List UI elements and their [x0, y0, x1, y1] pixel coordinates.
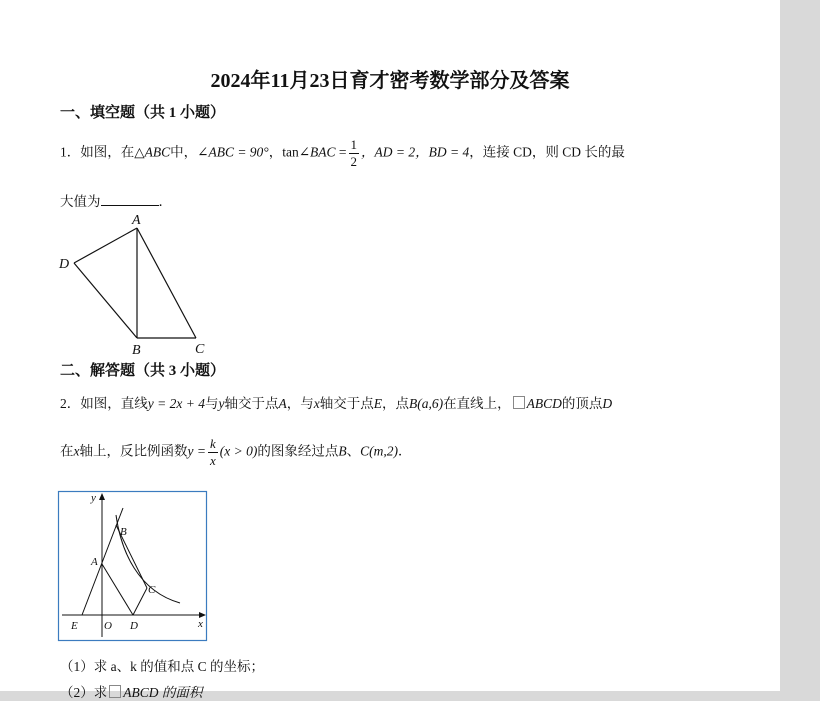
label-y: y — [91, 492, 96, 504]
q2-sub2 — [60, 681, 202, 701]
label-B: B — [132, 343, 141, 358]
q2-t7: 在直线上， — [443, 396, 511, 411]
section-fill-blank: 一、填空题（共 1 小题） — [60, 105, 226, 121]
q1-bac: BAC — [310, 144, 336, 160]
q1-frac-num: 1 — [350, 137, 358, 152]
q1-ad: ，AD = 2， — [361, 144, 429, 160]
q2-sub2-b: ABCD 的面积 — [123, 685, 203, 700]
q1-abc: ABC — [144, 144, 171, 160]
q1-text-a: 如图，在△ — [80, 144, 145, 160]
q2-fraction — [208, 436, 218, 469]
window-scroll-area[interactable] — [780, 0, 820, 691]
q2-A: A — [278, 396, 287, 411]
q2-D: D — [602, 396, 613, 411]
q2-l2x: x — [73, 443, 80, 459]
q2-t4: ，与 — [286, 396, 314, 411]
q1-fraction — [349, 137, 360, 170]
label-A: A — [132, 213, 141, 228]
q2-line-equation: y = 2x + 4 — [147, 396, 205, 411]
q1-line2-text: 大值为 — [60, 194, 101, 209]
q2-figure — [58, 491, 208, 643]
q1-text-c: ，连接 CD，则 CD 长的最 — [469, 144, 625, 160]
q2-sub1: （1）求 a、k 的值和点 C 的坐标； — [60, 659, 264, 674]
q2-t8: 的顶点 — [561, 396, 603, 411]
q2-l2a: 在 — [60, 443, 74, 459]
q1-line1 — [60, 137, 625, 170]
q2-frac-x: x — [209, 453, 216, 468]
label-E: E — [71, 620, 78, 632]
q2-frac-k: k — [209, 436, 216, 451]
q2-l2C: C(m,2) — [360, 443, 398, 459]
q2-E: E — [373, 396, 382, 411]
q1-text-b: 中，∠ — [170, 144, 209, 160]
q2-t2: 与 — [204, 396, 219, 411]
q2-t5: 轴交于点 — [319, 396, 374, 411]
q1-tan: ，tan∠ — [268, 144, 311, 160]
q2-t1: 如图，直线 — [80, 396, 148, 411]
label-x: x — [198, 618, 203, 630]
segment-AC — [137, 228, 196, 338]
label-C: C — [195, 342, 205, 357]
q2-sub2-a: （2）求 — [60, 685, 108, 700]
answer-blank[interactable] — [101, 193, 159, 206]
q1-bd: BD = 4 — [428, 144, 470, 160]
doc-title: 2024年11月23日育才密考数学部分及答案 — [210, 70, 570, 92]
q2-l2b: 轴上，反比例函数 — [79, 443, 188, 459]
label-D: D — [59, 257, 70, 272]
q2-B: B(a,6) — [408, 396, 444, 411]
label-D: D — [130, 620, 138, 632]
label-B: B — [120, 526, 127, 538]
q2-y: y — [218, 396, 225, 411]
q2-l2c: 的图象经过点 — [257, 443, 339, 459]
q2-line1 — [60, 392, 612, 412]
parallelogram-icon — [513, 396, 525, 409]
label-A: A — [91, 556, 98, 568]
q1-figure — [54, 208, 224, 358]
q2-abcd: ABCD — [526, 396, 562, 411]
q1-eq: = — [335, 144, 347, 160]
q2-t6: ，点 — [381, 396, 409, 411]
segment-DB — [74, 263, 137, 338]
q2-x: x — [313, 396, 320, 411]
q1-number: 1． — [60, 144, 81, 160]
q1-frac-den: 2 — [350, 154, 358, 169]
q1-line2-end: ． — [158, 194, 172, 209]
q2-condition: (x > 0) — [219, 443, 258, 459]
q2-l2y: y = — [187, 443, 206, 459]
segment-AD — [74, 228, 137, 263]
q2-t3: 轴交于点 — [224, 396, 279, 411]
q2-l2B: B — [338, 443, 347, 459]
q2-l2e: ． — [397, 443, 412, 459]
section-solve: 二、解答题（共 3 小题） — [60, 363, 226, 379]
q1-angle: ABC = 90° — [208, 144, 269, 160]
q2-number: 2． — [60, 396, 81, 411]
q2-line2 — [60, 436, 411, 469]
parallelogram-icon — [109, 685, 121, 698]
q2-l2d: 、 — [346, 443, 361, 459]
label-C: C — [148, 584, 156, 596]
label-O: O — [104, 620, 112, 632]
q1-line2 — [60, 190, 172, 210]
